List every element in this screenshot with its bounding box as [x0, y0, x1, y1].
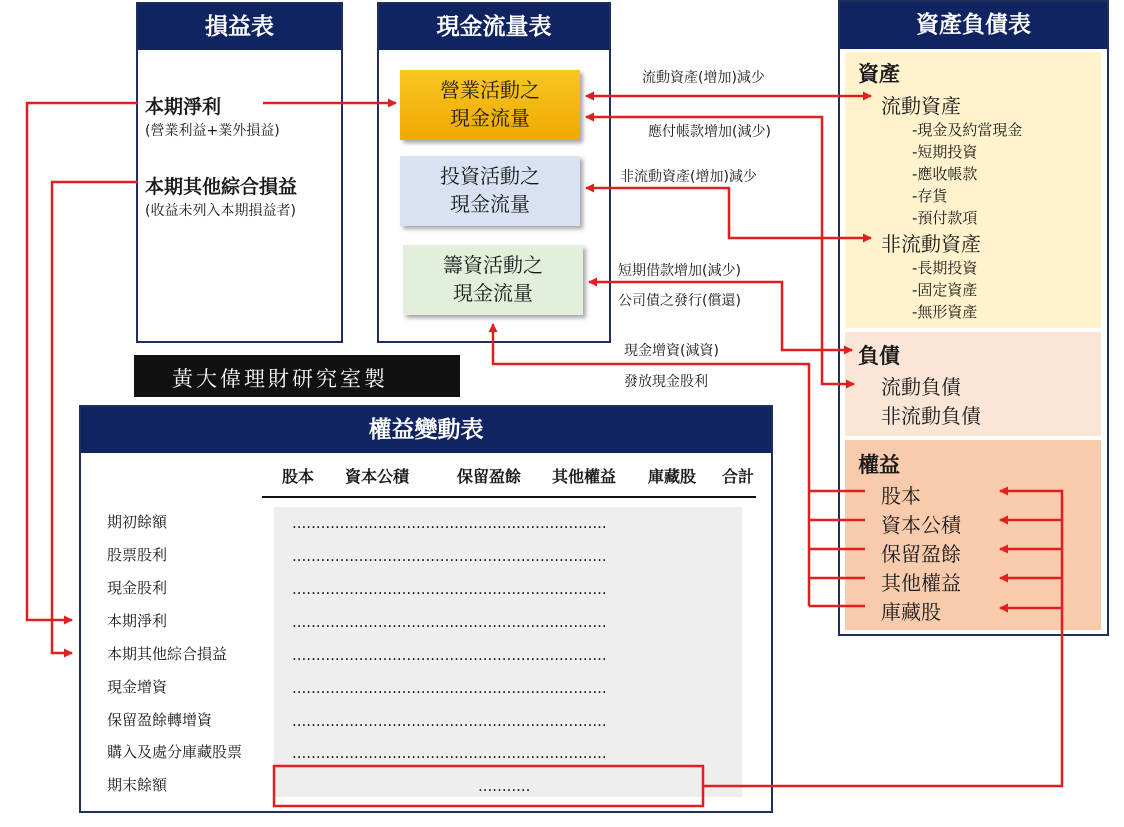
financing-line-1: 籌資活動之 — [443, 253, 543, 277]
row-label: 股票股利 — [107, 546, 168, 564]
current-asset-item: -存貨 — [912, 187, 948, 205]
column-header: 資本公積 — [345, 467, 410, 486]
oci-note: (收益未列入本期損益者) — [145, 203, 296, 219]
row-dots: .................................................................. — [292, 712, 607, 730]
arrow-net-income-to-equity-row — [27, 103, 138, 620]
current-liabilities-label: 流動負債 — [881, 375, 961, 399]
column-header: 合計 — [722, 467, 755, 486]
equity-item-other-equity: 其他權益 — [881, 571, 961, 595]
row-label: 現金增資 — [107, 678, 168, 696]
column-header: 保留盈餘 — [457, 467, 522, 486]
current-asset-item: -現金及約當現金 — [912, 121, 1023, 139]
noncurrent-asset-item: -長期投資 — [912, 259, 978, 277]
arrow-ending-balance-to-equity — [703, 491, 1062, 786]
row-dots: .................................................................. — [292, 580, 607, 598]
noncurrent-asset-item: -固定資產 — [912, 281, 978, 299]
equity-item-treasury-stock: 庫藏股 — [881, 600, 941, 624]
arrow-liabilities-to-operating — [586, 117, 854, 384]
investing-line-1: 投資活動之 — [440, 164, 540, 188]
operating-line-1: 營業活動之 — [440, 78, 540, 102]
equity-item-retained-earnings: 保留盈餘 — [881, 542, 961, 566]
equity-statement-title: 權益變動表 — [81, 407, 771, 453]
current-asset-item: -預付款項 — [912, 209, 978, 227]
balance-sheet-title: 資產負債表 — [840, 2, 1107, 49]
credit-text: 黃大偉理財研究室製 — [172, 367, 388, 391]
assets-heading: 資產 — [858, 62, 900, 86]
column-header: 其他權益 — [552, 467, 617, 486]
flow-label-bonds: 公司債之發行(償還) — [618, 293, 741, 309]
noncurrent-asset-item: -無形資產 — [912, 303, 978, 321]
net-income-label: 本期淨利 — [145, 96, 222, 118]
row-dots: .................................................................. — [292, 514, 607, 532]
liabilities-heading: 負債 — [858, 344, 900, 368]
row-dots: .................................................................. — [292, 679, 607, 697]
row-dots: .................................................................. — [292, 547, 607, 565]
row-label: 保留盈餘轉增資 — [107, 711, 213, 729]
row-label: 期末餘額 — [107, 776, 168, 794]
flow-label-accounts-payable: 應付帳款增加(減少) — [648, 124, 771, 140]
operating-line-2: 現金流量 — [450, 106, 530, 130]
row-dots: .................................................................. — [292, 613, 607, 631]
net-income-note: (營業利益+業外損益) — [145, 123, 280, 139]
row-label: 本期淨利 — [107, 612, 168, 630]
row-label: 期初餘額 — [107, 513, 168, 531]
current-asset-item: -應收帳款 — [912, 165, 978, 183]
arrow-equity-to-financing — [493, 324, 865, 606]
ending-balance-dots: ........... — [478, 777, 531, 795]
arrow-investing-noncurrent-assets — [586, 188, 871, 238]
row-dots: .................................................................. — [292, 744, 607, 762]
row-label: 購入及處分庫藏股票 — [107, 743, 243, 761]
flow-label-current-assets: 流動資產(增加)減少 — [642, 70, 765, 86]
row-label: 本期其他綜合損益 — [107, 645, 228, 663]
arrow-oci-to-equity-row — [52, 182, 138, 653]
equity-item-capital-surplus: 資本公積 — [881, 513, 961, 537]
column-header: 股本 — [282, 467, 315, 486]
current-asset-item: -短期投資 — [912, 143, 978, 161]
column-header: 庫藏股 — [648, 467, 697, 486]
financing-line-2: 現金流量 — [453, 281, 533, 305]
income-statement-title: 損益表 — [138, 4, 341, 50]
row-dots: .................................................................. — [292, 646, 607, 664]
cash-flow-title: 現金流量表 — [379, 4, 609, 50]
current-assets-label: 流動資產 — [881, 94, 961, 118]
flow-label-capital-increase: 現金增資(減資) — [624, 343, 719, 359]
flow-label-cash-dividends: 發放現金股利 — [624, 374, 708, 390]
flow-label-short-term-loans: 短期借款增加(減少) — [618, 263, 741, 279]
oci-label: 本期其他綜合損益 — [145, 176, 298, 198]
arrow-financing-liabilities — [589, 282, 852, 350]
flow-label-noncurrent-assets: 非流動資產(增加)減少 — [620, 169, 757, 185]
noncurrent-assets-label: 非流動資產 — [881, 232, 981, 256]
investing-line-2: 現金流量 — [450, 192, 530, 216]
equity-heading: 權益 — [858, 453, 900, 477]
noncurrent-liabilities-label: 非流動負債 — [881, 404, 981, 428]
equity-item-share-capital: 股本 — [881, 484, 921, 508]
ending-balance-highlight — [274, 766, 703, 806]
row-label: 現金股利 — [107, 579, 168, 597]
